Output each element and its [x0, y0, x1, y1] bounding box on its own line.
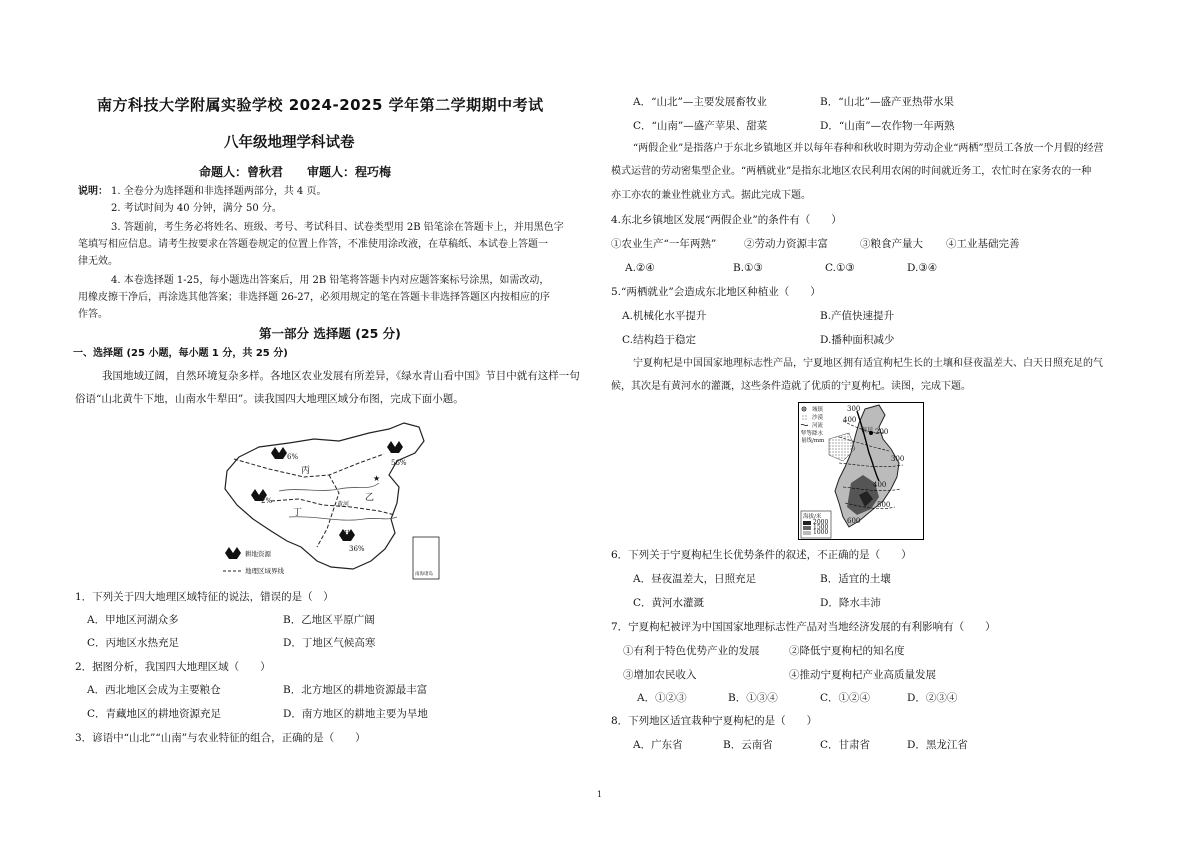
legend-farmland-icon: [225, 547, 241, 559]
farmland-icon-ne: [271, 447, 287, 459]
elev-label-1500: 1500: [813, 524, 829, 531]
passage2-line-2: 模式运营的劳动密集型企业。“两栖就业”是指东北地区农民利用农闲的时间就近务工，农忙时在家务农的一种: [611, 166, 1092, 177]
q2-option-c[interactable]: C．青藏地区的耕地资源充足: [87, 708, 222, 720]
legend-river-label: 河流: [812, 423, 824, 429]
region-yi: 乙: [365, 493, 375, 503]
legend-river-icon: [801, 424, 808, 425]
q5-stem: 5.“两栖就业”会造成东北地区种植业（ ）: [611, 286, 821, 298]
q5-option-c[interactable]: C.结构趋于稳定: [622, 334, 696, 346]
passage3-line-1: 宁夏枸杞是中国国家地理标志性产品，宁夏地区拥有适宜枸杞生长的土壤和昼夜温差大、白天日照充足的气: [633, 358, 1103, 369]
region-jia: 甲: [341, 530, 351, 540]
notes-label: 说明：: [78, 186, 108, 197]
q8-option-c[interactable]: C．甘肃省: [820, 739, 871, 751]
q7-item-1: ①有利于特色优势产业的发展: [623, 645, 760, 657]
note-4a: 4. 本卷选择题 1-25，每小题选出答案后，用 2B 铅笔将答题卡内对应题答案标号涂黑，如需改动，: [111, 275, 550, 286]
intro-line-1: 我国地域辽阔，自然环境复杂多样。各地区农业发展有所差异，《绿水青山看中国》节目中就有这样一句: [102, 370, 580, 382]
exam-subtitle: 八年级地理学科试卷: [224, 135, 355, 151]
q3-option-c[interactable]: C．“山南”—盛产苹果、甜菜: [633, 120, 768, 132]
q7-item-3: ③增加农民收入: [623, 669, 697, 681]
elev-legend-title: 海拔/米: [803, 514, 822, 520]
q4-item-2: ②劳动力资源丰富: [744, 238, 828, 250]
q8-stem: 8．下列地区适宜栽种宁夏枸杞的是（ ）: [611, 715, 818, 727]
part1-title: 第一部分 选择题 (25 分): [259, 326, 401, 341]
q2-option-b[interactable]: B．北方地区的耕地资源最丰富: [283, 684, 428, 696]
q8-option-a[interactable]: A．广东省: [633, 739, 683, 751]
q7-option-b[interactable]: B．①③④: [728, 692, 778, 704]
q2-option-d[interactable]: D．南方地区的耕地主要为旱地: [283, 708, 428, 720]
pct-w: 2%: [261, 497, 273, 505]
q5-option-b[interactable]: B.产值快速提升: [820, 310, 895, 322]
yangtze-river: [289, 517, 397, 520]
q6-stem: 6．下列关于宁夏枸杞生长优势条件的叙述，不正确的是（ ）: [611, 549, 912, 561]
legend-farmland-label: 耕地资源: [245, 550, 271, 558]
q4-option-c[interactable]: C.①③: [825, 262, 855, 274]
note-4c: 作答。: [78, 309, 108, 320]
iso-label-400-top: 400: [843, 416, 857, 424]
q7-option-a[interactable]: A．①②③: [637, 692, 687, 704]
q7-option-d[interactable]: D．②③④: [907, 692, 958, 704]
note-2: 2. 考试时间为 40 分钟，满分 50 分。: [111, 203, 282, 214]
q1-option-d[interactable]: D．丁地区气候高寒: [283, 637, 376, 649]
q1-option-a[interactable]: A．甲地区河湖众多: [87, 614, 179, 626]
china-regions-map: [219, 419, 444, 584]
region-ding: 丁: [293, 508, 303, 518]
pct-ne: 6%: [287, 453, 299, 461]
iso-label-400: 400: [873, 481, 887, 489]
exam-authors: 命题人：曾秋君 审题人：程巧梅: [199, 165, 392, 179]
legend-sand-icon: [801, 415, 808, 420]
boundary-qinling: [271, 499, 395, 515]
iso-label-300-right: 300: [891, 455, 905, 463]
elev-swatch-1000: [803, 531, 811, 535]
q5-option-a[interactable]: A.机械化水平提升: [622, 310, 707, 322]
china-map-svg: [219, 419, 444, 584]
note-3c: 律无效。: [78, 256, 118, 267]
q6-option-c[interactable]: C．黄河水灌溉: [633, 597, 705, 609]
passage2-line-1: “两假企业”是指落户于东北乡镇地区并以每年春种和秋收时期为劳动企业“两栖”型员工各放一个月假的经营: [633, 143, 1104, 154]
q7-stem: 7．宁夏枸杞被评为中国国家地理标志性产品对当地经济发展的有利影响有（ ）: [611, 621, 996, 633]
q2-stem: 2．据图分析，我国四大地理区域（ ）: [75, 661, 271, 673]
river-label: 黄河: [337, 501, 350, 508]
page-number: 1: [597, 790, 603, 799]
part1-heading: 一、选择题 (25 小题，每小题 1 分，共 25 分): [73, 348, 288, 359]
pct-e: 56%: [391, 459, 407, 467]
q4-option-a[interactable]: A.②④: [625, 262, 655, 274]
q4-item-1: ①农业生产“一年两熟”: [611, 238, 717, 250]
elev-swatch-1500: [803, 526, 811, 530]
note-3a: 3. 答题前，考生务必将姓名、班级、考号、考试科目、试卷类型用 2B 铅笔涂在答题卡上，并用黑色字: [111, 222, 564, 233]
q5-option-d[interactable]: D.播种面积减少: [820, 334, 895, 346]
q6-option-b[interactable]: B．适宜的土壤: [820, 573, 891, 585]
q1-option-c[interactable]: C．丙地区水热充足: [87, 637, 180, 649]
ningxia-map: [798, 402, 924, 540]
farmland-icon-e: [387, 441, 403, 453]
q1-stem: 1．下列关于四大地理区域特征的说法，错误的是（ ）: [75, 591, 334, 603]
q6-option-d[interactable]: D．降水丰沛: [820, 597, 881, 609]
q2-option-a[interactable]: A．西北地区会成为主要粮仓: [87, 684, 221, 696]
legend-precip-label-1: 年等降水: [801, 431, 824, 437]
q7-item-2: ②降低宁夏枸杞的知名度: [789, 645, 905, 657]
note-1: 1. 全卷分为选择题和非选择题两部分，共 4 页。: [111, 186, 327, 197]
passage3-line-2: 候，其次是有黄河水的灌溉，这些条件造就了优质的宁夏枸杞。读图，完成下题。: [611, 381, 971, 392]
exam-title: 南方科技大学附属实验学校 2024-2025 学年第二学期期中考试: [97, 96, 544, 114]
q8-option-d[interactable]: D．黑龙江省: [907, 739, 968, 751]
q3-option-a[interactable]: A．“山北”—主要发展畜牧业: [633, 96, 767, 108]
legend-city-label: 城镇: [812, 407, 824, 413]
q1-option-b[interactable]: B．乙地区平原广阔: [283, 614, 375, 626]
iso-label-200: 200: [875, 428, 889, 436]
elev-label-2000: 2000: [813, 519, 829, 526]
city-label-yinchuan: 银川: [861, 427, 874, 434]
intro-line-2: 俗语“山北黄牛下地，山南水牛犁田”。读我国四大地理区域分布图，完成下面小题。: [75, 393, 464, 405]
region-bing: 丙: [301, 466, 311, 476]
q4-option-b[interactable]: B.①③: [733, 262, 763, 274]
q4-option-d[interactable]: D.③④: [907, 262, 938, 274]
q7-option-c[interactable]: C．①②④: [820, 692, 871, 704]
pct-s: 36%: [349, 545, 365, 553]
legend-precip-label-2: 量线/mm: [801, 438, 825, 444]
iso-label-300-top: 300: [847, 405, 861, 413]
q3-stem: 3．谚语中“山北”“山南”与农业特征的组合，正确的是（ ）: [75, 732, 366, 744]
iso-label-600: 600: [847, 517, 861, 525]
legend-boundary-label: 地理区域界线: [245, 567, 284, 575]
q3-option-b[interactable]: B．“山北”—盛产亚热带水果: [820, 96, 954, 108]
q4-item-3: ③粮食产量大: [860, 238, 923, 250]
yellow-river: [279, 483, 379, 491]
q8-option-b[interactable]: B．云南省: [723, 739, 773, 751]
q3-option-d[interactable]: D．“山南”—农作物一年两熟: [820, 120, 955, 132]
inset-label: 南海诸岛: [415, 572, 433, 577]
legend-city-icon-center: [803, 408, 805, 410]
note-3b: 笔填写相应信息。请考生按要求在答题卷规定的位置上作答，不准使用涂改液，在草稿纸、本试卷上答题一: [78, 239, 548, 250]
elev-swatch-2000: [803, 521, 811, 525]
q4-item-4: ④工业基础完善: [946, 238, 1020, 250]
capital-star-icon: ★: [373, 474, 381, 483]
legend-sand-label: 沙漠: [812, 415, 824, 421]
iso-label-500: 500: [877, 501, 891, 509]
q4-stem: 4.东北乡镇地区发展“两假企业”的条件有（ ）: [611, 214, 842, 226]
q7-item-4: ④推动宁夏枸杞产业高质量发展: [789, 669, 936, 681]
q6-option-a[interactable]: A．昼夜温差大，日照充足: [633, 573, 757, 585]
passage2-line-3: 亦工亦农的兼业性就业方式。据此完成下题。: [611, 190, 811, 201]
boundary-plateau: [317, 475, 339, 547]
note-4b: 用橡皮擦干净后，再涂选其他答案；非选择题 26-27，必须用规定的笔在答题卡非选择答题区内按相应的序: [78, 292, 551, 303]
elev-label-1000: 1000: [813, 529, 829, 536]
